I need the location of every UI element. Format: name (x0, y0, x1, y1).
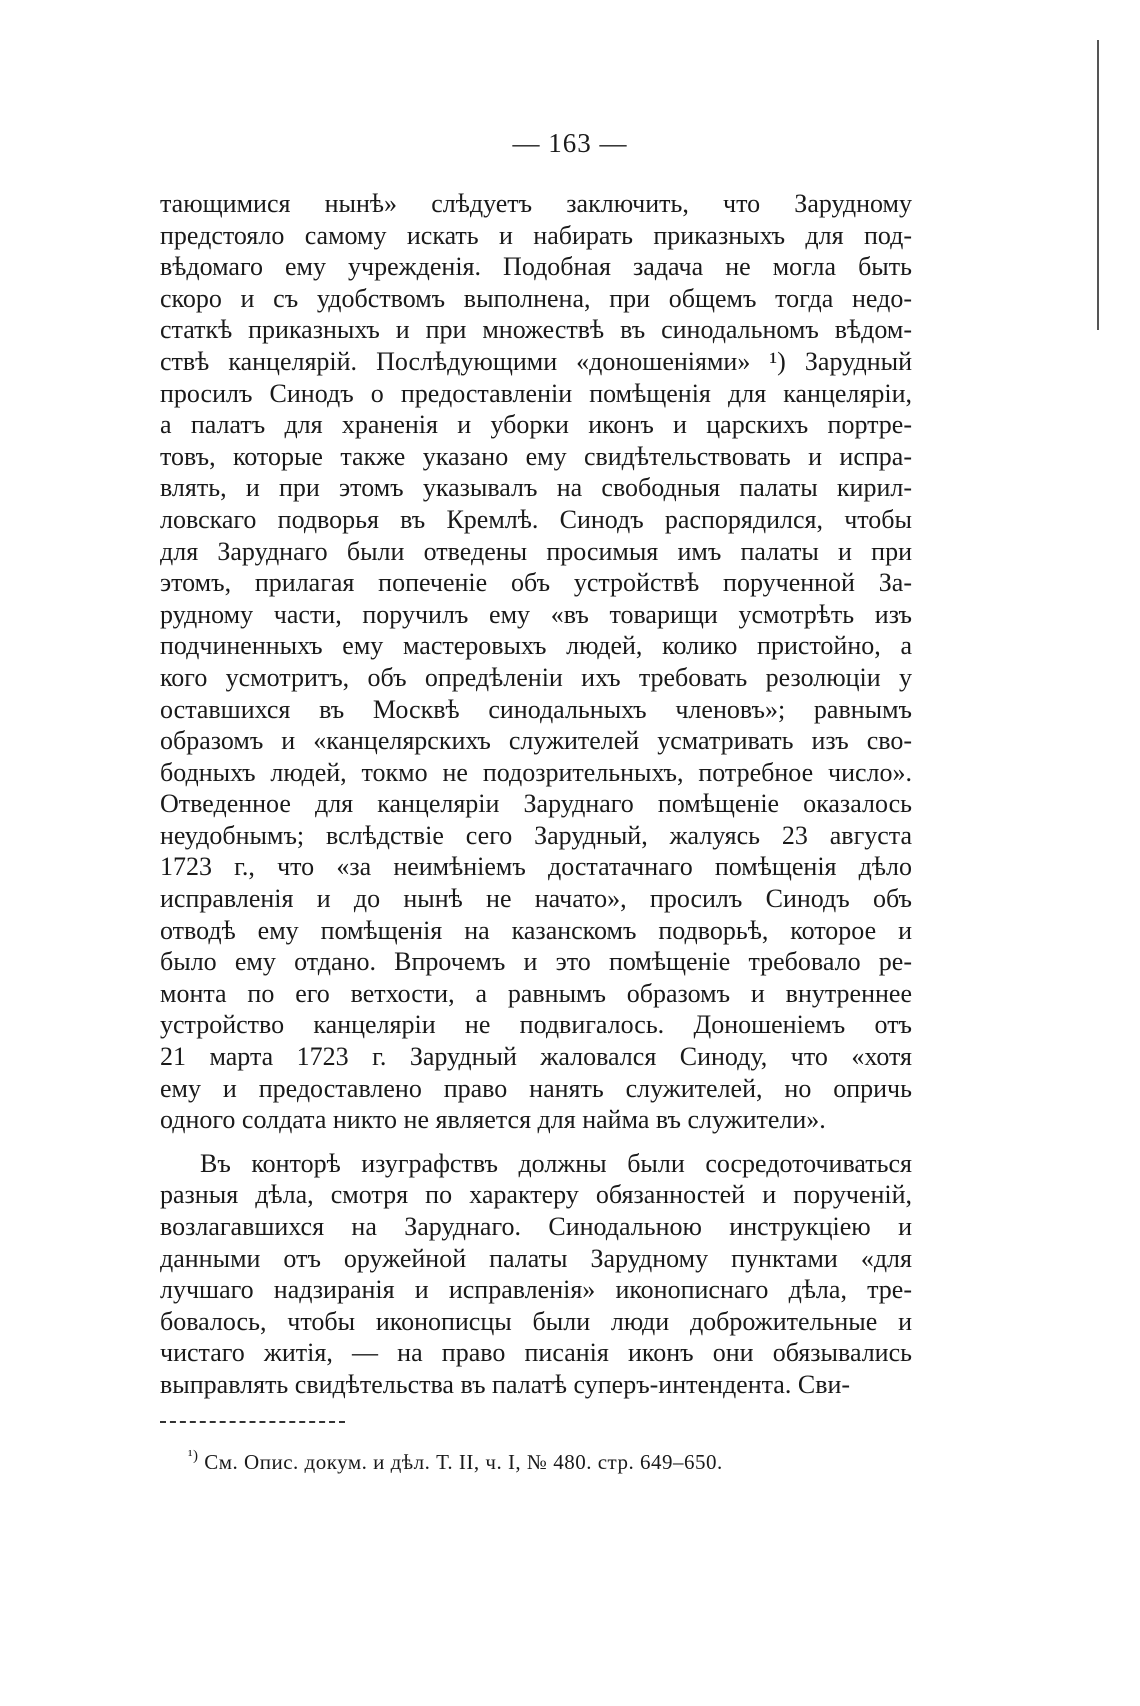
text-line: одного солдата никто не является для найма въ служители». (160, 1105, 826, 1135)
text-line: Въ конторѣ изуграфствъ должны были сосредоточиваться (200, 1148, 912, 1178)
text-line: оставшихся въ Москвѣ синодальныхъ членовъ»; равнымъ (160, 694, 912, 724)
text-line: кого усмотритъ, объ опредѣленіи ихъ требовать резолюціи у (160, 662, 912, 692)
paragraph-1 (160, 188, 912, 1136)
text-line: данными отъ оружейной палаты Зарудному пунктами «для (160, 1243, 912, 1273)
text-line: просилъ Синодъ о предоставленіи помѣщенія для канцеляріи, (160, 378, 912, 408)
footnote-separator (160, 1421, 345, 1423)
text-line: товъ, которые также указано ему свидѣтельствовать и испра- (160, 441, 912, 471)
text-line: этомъ, прилагая попеченіе объ устройствѣ порученной За- (160, 568, 912, 598)
text-line: подчиненныхъ ему мастеровыхъ людей, колико пристойно, а (160, 631, 912, 661)
text-line: статкѣ приказныхъ и при множествѣ въ синодальномъ вѣдом- (160, 315, 912, 345)
paragraph-2 (160, 1148, 912, 1401)
text-line: возлагавшихся на Заруднаго. Синодальною инструкціею и (160, 1212, 912, 1241)
text-line: а палатъ для храненія и уборки иконъ и царскихъ портре- (160, 410, 912, 440)
text-line: ствѣ канцелярій. Послѣдующими «доношеніями» ¹) Зарудный (160, 346, 912, 376)
text-line: скоро и съ удобствомъ выполнена, при общемъ тогда недо- (160, 283, 912, 313)
text-line: Отведенное для канцеляріи Заруднаго помѣщеніе оказалось (160, 789, 912, 819)
text-line: неудобнымъ; вслѣдствіе сего Зарудный, жалуясь 23 августа (160, 820, 912, 850)
text-line: выправлять свидѣтельства въ палатѣ суперъ-интендента. Сви- (160, 1369, 851, 1399)
text-line: бодныхъ людей, токмо не подозрительныхъ, потребное число». (160, 757, 912, 787)
text-line: образомъ и «канцелярскихъ служителей усматривать изъ сво- (160, 726, 912, 756)
text-line: исправленія и до нынѣ не начато», просилъ Синодъ объ (160, 884, 912, 914)
footnote (188, 1448, 723, 1475)
text-line: отводѣ ему помѣщенія на казанскомъ подворьѣ, которое и (160, 915, 912, 945)
text-line: разныя дѣла, смотря по характеру обязанностей и порученій, (160, 1180, 912, 1210)
footnote-text: См. Опис. докум. и дѣл. Т. II, ч. I, № 480. стр. 649–650. (204, 1450, 723, 1474)
text-line: бовалось, чтобы иконописцы были люди доброжительные и (160, 1306, 912, 1336)
text-line: тающимися нынѣ» слѣдуетъ заключить, что Зарудному (160, 189, 912, 218)
text-line: для Заруднаго были отведены просимыя имъ палаты и при (160, 536, 912, 566)
text-line: предстояло самому искать и набирать приказныхъ для под- (160, 220, 912, 250)
text-line: вѣдомаго ему учрежденія. Подобная задача не могла быть (160, 252, 912, 282)
text-line: влять, и при этомъ указывалъ на свободныя палаты кирил- (160, 473, 912, 503)
page-number: — 163 — (512, 128, 628, 158)
footnote-marker: ¹) (188, 1448, 199, 1464)
body-text (160, 188, 912, 1401)
page-edge-line (1097, 40, 1099, 330)
text-line: ему и предоставлено право нанять служителей, но опричь (160, 1073, 912, 1103)
text-line: монта по его ветхости, а равнымъ образомъ и внутреннее (160, 978, 912, 1008)
text-line: рудному части, поручилъ ему «въ товарищи усмотрѣть изъ (160, 599, 912, 629)
text-line: 1723 г., что «за неимѣніемъ достатачнаго помѣщенія дѣло (160, 852, 912, 882)
text-line: 21 марта 1723 г. Зарудный жаловался Синоду, что «хотя (160, 1042, 912, 1072)
text-line: устройство канцеляріи не подвигалось. Доношеніемъ отъ (160, 1010, 912, 1040)
text-line: чистаго житія, — на право писанія иконъ они обязывались (160, 1338, 912, 1368)
text-line: ловскаго подворья въ Кремлѣ. Синодъ распорядился, чтобы (160, 504, 912, 534)
text-line: было ему отдано. Впрочемъ и это помѣщеніе требовало ре- (160, 947, 912, 977)
text-line: лучшаго надзиранія и исправленія» иконописнаго дѣла, тре- (160, 1275, 912, 1305)
